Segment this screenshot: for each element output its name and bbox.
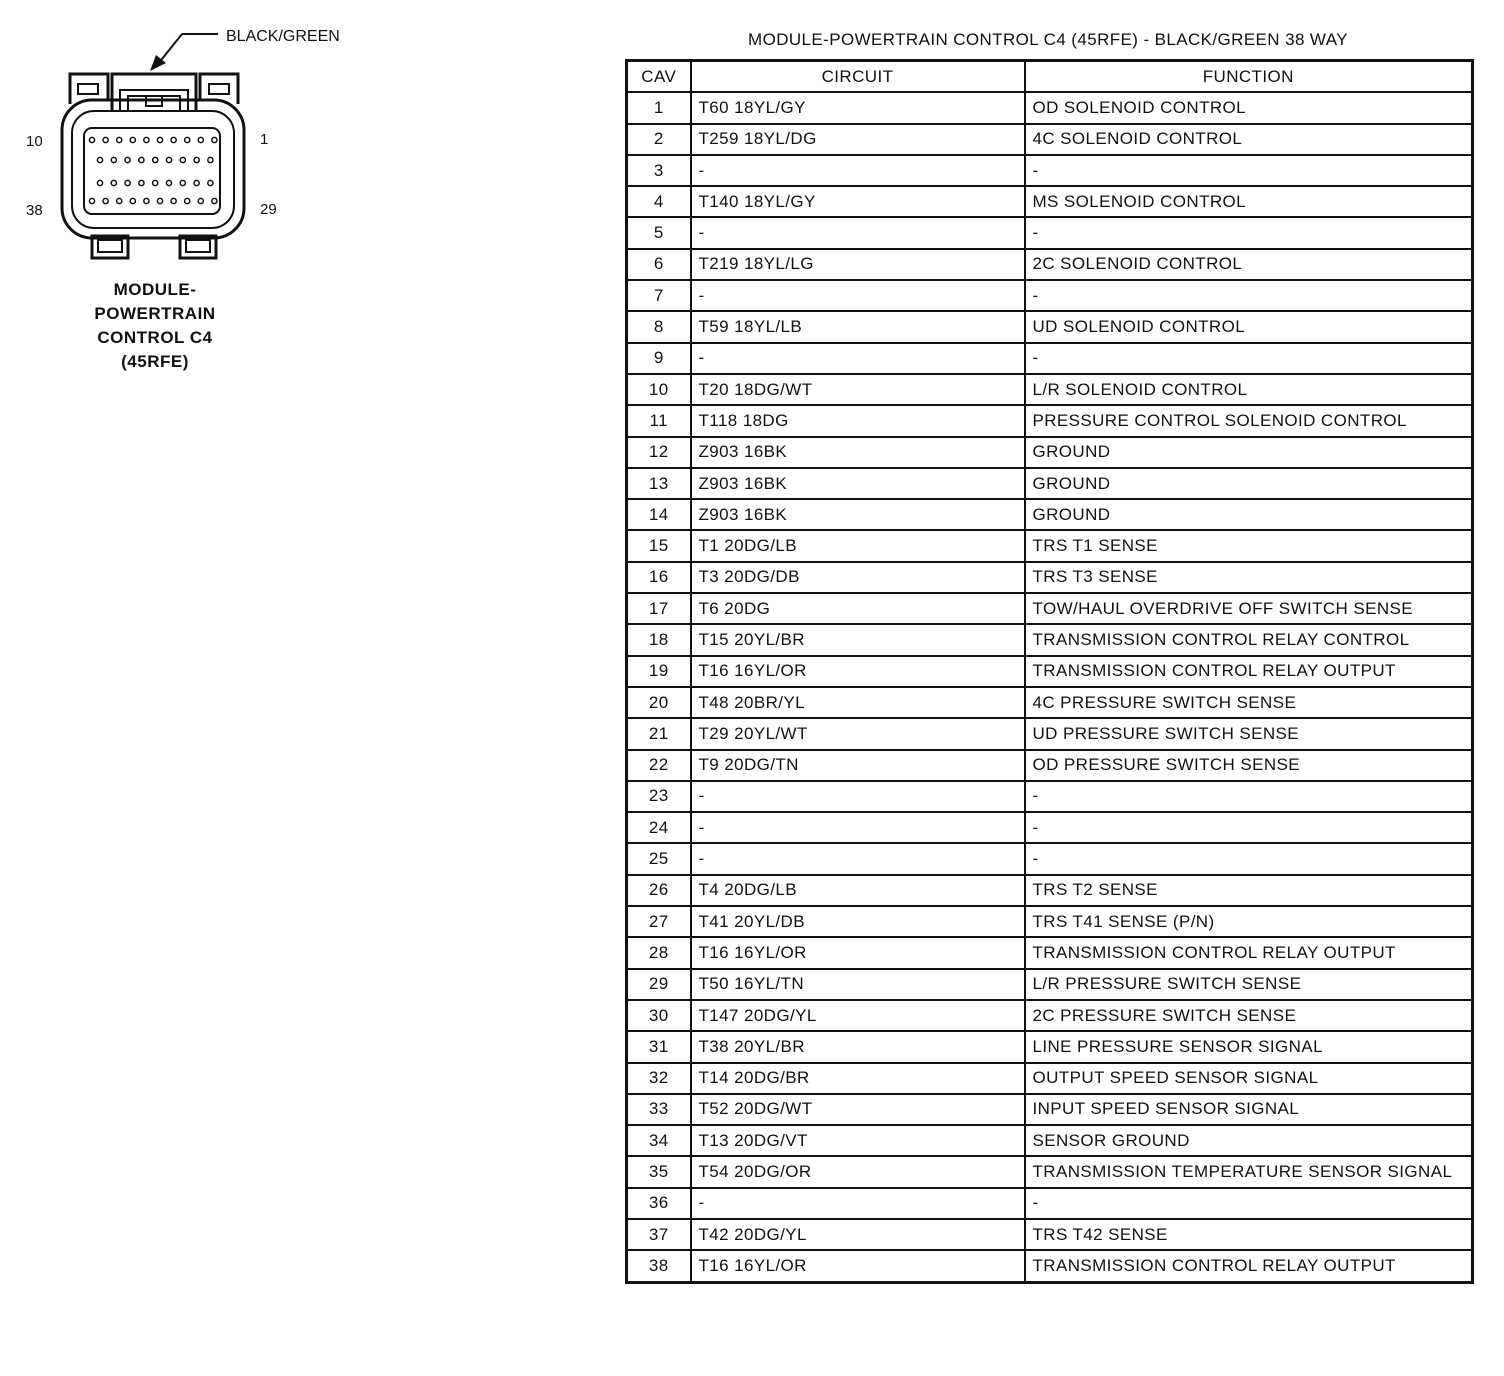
pin-cavity	[111, 180, 116, 185]
cell-function: L/R PRESSURE SWITCH SENSE	[1025, 969, 1473, 1000]
cell-function: OD SOLENOID CONTROL	[1025, 92, 1473, 123]
pin-cavity	[139, 180, 144, 185]
cell-function: SENSOR GROUND	[1025, 1125, 1473, 1156]
cell-circuit: -	[691, 843, 1025, 874]
cell-circuit: -	[691, 1188, 1025, 1219]
table-row	[627, 1125, 1473, 1156]
cell-function: OD PRESSURE SWITCH SENSE	[1025, 750, 1473, 781]
cell-cav: 30	[627, 1000, 691, 1031]
cell-circuit: T15 20YL/BR	[691, 624, 1025, 655]
pinout-table	[625, 59, 1474, 1284]
pin-cavity	[171, 198, 176, 203]
cell-cav: 32	[627, 1063, 691, 1094]
table-title: MODULE-POWERTRAIN CONTROL C4 (45RFE) - BLACK/GREEN 38 WAY	[748, 30, 1348, 49]
connector-name-line: CONTROL C4	[97, 328, 213, 347]
cell-function: L/R SOLENOID CONTROL	[1025, 374, 1473, 405]
table-row	[627, 1063, 1473, 1094]
cell-circuit: T6 20DG	[691, 593, 1025, 624]
cell-cav: 34	[627, 1125, 691, 1156]
cell-function: TRANSMISSION CONTROL RELAY CONTROL	[1025, 624, 1473, 655]
cell-cav: 15	[627, 530, 691, 561]
cell-function: -	[1025, 812, 1473, 843]
cell-circuit: T118 18DG	[691, 405, 1025, 436]
pin-cavity	[144, 198, 149, 203]
cell-function: OUTPUT SPEED SENSOR SIGNAL	[1025, 1063, 1473, 1094]
table-row	[627, 92, 1473, 123]
cell-circuit: Z903 16BK	[691, 468, 1025, 499]
cell-circuit: T41 20YL/DB	[691, 906, 1025, 937]
cell-circuit: T259 18YL/DG	[691, 124, 1025, 155]
cell-circuit: T16 16YL/OR	[691, 1250, 1025, 1282]
table-row	[627, 937, 1473, 968]
cell-function: 4C SOLENOID CONTROL	[1025, 124, 1473, 155]
cell-circuit: T29 20YL/WT	[691, 718, 1025, 749]
cell-cav: 23	[627, 781, 691, 812]
cell-function: UD SOLENOID CONTROL	[1025, 311, 1473, 342]
cell-cav: 36	[627, 1188, 691, 1219]
cell-circuit: T38 20YL/BR	[691, 1031, 1025, 1062]
pin-cavity	[157, 198, 162, 203]
cell-cav: 12	[627, 437, 691, 468]
cell-function: 2C SOLENOID CONTROL	[1025, 249, 1473, 280]
connector-name-line: POWERTRAIN	[94, 304, 216, 323]
table-row	[627, 593, 1473, 624]
cell-circuit: -	[691, 217, 1025, 248]
table-row	[627, 405, 1473, 436]
pin-cavity	[180, 180, 185, 185]
cell-function: TRANSMISSION CONTROL RELAY OUTPUT	[1025, 1250, 1473, 1282]
cell-cav: 9	[627, 343, 691, 374]
pin-label-top-right: 1	[260, 131, 269, 148]
table-row	[627, 750, 1473, 781]
cell-function: LINE PRESSURE SENSOR SIGNAL	[1025, 1031, 1473, 1062]
cell-cav: 29	[627, 969, 691, 1000]
cell-cav: 10	[627, 374, 691, 405]
cell-cav: 31	[627, 1031, 691, 1062]
bottom-lug-left-inner	[98, 240, 122, 252]
table-row	[627, 687, 1473, 718]
cell-cav: 25	[627, 843, 691, 874]
pin-cavity	[166, 180, 171, 185]
cell-function: GROUND	[1025, 499, 1473, 530]
table-row	[627, 875, 1473, 906]
header-cav: CAV	[627, 61, 691, 93]
pin-cavity	[125, 157, 130, 162]
pin-cavity	[171, 137, 176, 142]
pin-cavity	[103, 137, 108, 142]
table-row	[627, 781, 1473, 812]
pin-cavity	[208, 180, 213, 185]
cell-function: TRS T41 SENSE (P/N)	[1025, 906, 1473, 937]
cell-circuit: T1 20DG/LB	[691, 530, 1025, 561]
table-row	[627, 155, 1473, 186]
cell-cav: 6	[627, 249, 691, 280]
cell-circuit: -	[691, 155, 1025, 186]
table-row	[627, 718, 1473, 749]
cell-circuit: T16 16YL/OR	[691, 656, 1025, 687]
cell-circuit: -	[691, 343, 1025, 374]
cell-cav: 14	[627, 499, 691, 530]
cell-cav: 21	[627, 718, 691, 749]
color-callout-text: BLACK/GREEN	[226, 28, 340, 45]
cell-function: -	[1025, 1188, 1473, 1219]
table-row	[627, 249, 1473, 280]
cell-function: TOW/HAUL OVERDRIVE OFF SWITCH SENSE	[1025, 593, 1473, 624]
cell-cav: 24	[627, 812, 691, 843]
pin-cavity-field	[84, 128, 220, 214]
table-row	[627, 311, 1473, 342]
pin-cavity	[97, 157, 102, 162]
cell-cav: 19	[627, 656, 691, 687]
cell-function: TRANSMISSION CONTROL RELAY OUTPUT	[1025, 656, 1473, 687]
cell-circuit: Z903 16BK	[691, 499, 1025, 530]
pin-cavity	[139, 157, 144, 162]
cell-cav: 28	[627, 937, 691, 968]
cell-function: -	[1025, 343, 1473, 374]
cell-cav: 38	[627, 1250, 691, 1282]
table-row	[627, 280, 1473, 311]
cell-cav: 22	[627, 750, 691, 781]
cell-cav: 20	[627, 687, 691, 718]
pin-cavity	[185, 137, 190, 142]
connector-name-line: MODULE-	[113, 280, 197, 299]
cell-function: -	[1025, 217, 1473, 248]
cell-cav: 17	[627, 593, 691, 624]
table-row	[627, 812, 1473, 843]
pin-cavity	[194, 180, 199, 185]
cell-function: -	[1025, 843, 1473, 874]
cell-function: TRS T1 SENSE	[1025, 530, 1473, 561]
pin-cavity	[212, 137, 217, 142]
cell-circuit: T9 20DG/TN	[691, 750, 1025, 781]
cell-function: TRS T2 SENSE	[1025, 875, 1473, 906]
cell-circuit: T20 18DG/WT	[691, 374, 1025, 405]
cell-circuit: -	[691, 812, 1025, 843]
connector-name-line: (45RFE)	[121, 352, 189, 371]
pin-label-top-left: 10	[26, 133, 43, 150]
pin-label-bottom-right: 29	[260, 201, 277, 218]
pin-cavity	[125, 180, 130, 185]
table-row	[627, 217, 1473, 248]
cell-function: -	[1025, 280, 1473, 311]
pin-cavity	[166, 157, 171, 162]
cell-circuit: T16 16YL/OR	[691, 937, 1025, 968]
table-row	[627, 1000, 1473, 1031]
cell-function: 2C PRESSURE SWITCH SENSE	[1025, 1000, 1473, 1031]
pin-cavity	[111, 157, 116, 162]
pin-cavity	[180, 157, 185, 162]
table-row	[627, 562, 1473, 593]
cell-circuit: T52 20DG/WT	[691, 1094, 1025, 1125]
cell-circuit: -	[691, 280, 1025, 311]
cell-function: TRS T42 SENSE	[1025, 1219, 1473, 1250]
pin-label-bottom-left: 38	[26, 202, 43, 219]
cell-circuit: T50 16YL/TN	[691, 969, 1025, 1000]
cell-circuit: T54 20DG/OR	[691, 1156, 1025, 1187]
cell-cav: 35	[627, 1156, 691, 1187]
table-row	[627, 468, 1473, 499]
pin-cavity	[89, 198, 94, 203]
table-header-row	[627, 61, 1473, 93]
pin-cavity	[97, 180, 102, 185]
table-row	[627, 1188, 1473, 1219]
pin-cavity	[130, 137, 135, 142]
cell-function: UD PRESSURE SWITCH SENSE	[1025, 718, 1473, 749]
header-circuit: CIRCUIT	[691, 61, 1025, 93]
pin-cavity	[153, 180, 158, 185]
cell-circuit: T3 20DG/DB	[691, 562, 1025, 593]
cell-function: TRANSMISSION CONTROL RELAY OUTPUT	[1025, 937, 1473, 968]
pin-cavity	[185, 198, 190, 203]
pin-cavity	[198, 198, 203, 203]
cell-cav: 16	[627, 562, 691, 593]
cell-cav: 7	[627, 280, 691, 311]
table-row	[627, 374, 1473, 405]
cell-cav: 11	[627, 405, 691, 436]
connector-name	[80, 278, 230, 374]
cell-circuit: T48 20BR/YL	[691, 687, 1025, 718]
header-function: FUNCTION	[1025, 61, 1473, 93]
table-row	[627, 656, 1473, 687]
cell-cav: 27	[627, 906, 691, 937]
cell-cav: 18	[627, 624, 691, 655]
cell-circuit: T13 20DG/VT	[691, 1125, 1025, 1156]
cell-cav: 33	[627, 1094, 691, 1125]
cell-circuit: T147 20DG/YL	[691, 1000, 1025, 1031]
cell-cav: 2	[627, 124, 691, 155]
cell-circuit: T219 18YL/LG	[691, 249, 1025, 280]
pin-cavity	[130, 198, 135, 203]
pin-cavity	[194, 157, 199, 162]
cell-function: -	[1025, 155, 1473, 186]
table-row	[627, 530, 1473, 561]
table-row	[627, 1219, 1473, 1250]
pin-cavity	[103, 198, 108, 203]
cell-function: TRS T3 SENSE	[1025, 562, 1473, 593]
left-ear-slot	[78, 84, 98, 94]
cell-circuit: T4 20DG/LB	[691, 875, 1025, 906]
table-row	[627, 906, 1473, 937]
cell-cav: 8	[627, 311, 691, 342]
cell-circuit: Z903 16BK	[691, 437, 1025, 468]
table-row	[627, 499, 1473, 530]
pin-cavity	[157, 137, 162, 142]
table-row	[627, 1156, 1473, 1187]
pin-cavity	[153, 157, 158, 162]
cell-function: -	[1025, 781, 1473, 812]
cell-function: INPUT SPEED SENSOR SIGNAL	[1025, 1094, 1473, 1125]
pin-cavity	[144, 137, 149, 142]
table-row	[627, 969, 1473, 1000]
table-row	[627, 343, 1473, 374]
right-ear-slot	[209, 84, 229, 94]
pin-cavity	[198, 137, 203, 142]
pin-cavity	[117, 198, 122, 203]
table-row	[627, 843, 1473, 874]
table-row	[627, 1250, 1473, 1282]
pin-cavity	[208, 157, 213, 162]
cell-cav: 5	[627, 217, 691, 248]
pin-cavity-dots	[89, 137, 217, 203]
cell-cav: 1	[627, 92, 691, 123]
cell-circuit: T14 20DG/BR	[691, 1063, 1025, 1094]
pin-cavity	[117, 137, 122, 142]
cell-cav: 26	[627, 875, 691, 906]
table-row	[627, 624, 1473, 655]
cell-function: MS SOLENOID CONTROL	[1025, 186, 1473, 217]
table-row	[627, 124, 1473, 155]
latch-tab	[128, 96, 180, 111]
table-row	[627, 1094, 1473, 1125]
cell-cav: 3	[627, 155, 691, 186]
cell-cav: 13	[627, 468, 691, 499]
cell-function: GROUND	[1025, 437, 1473, 468]
table-row	[627, 1031, 1473, 1062]
table-row	[627, 437, 1473, 468]
cell-function: 4C PRESSURE SWITCH SENSE	[1025, 687, 1473, 718]
cell-function: PRESSURE CONTROL SOLENOID CONTROL	[1025, 405, 1473, 436]
cell-circuit: T60 18YL/GY	[691, 92, 1025, 123]
table-row	[627, 186, 1473, 217]
cell-circuit: T140 18YL/GY	[691, 186, 1025, 217]
pin-cavity	[212, 198, 217, 203]
cell-circuit: T42 20DG/YL	[691, 1219, 1025, 1250]
cell-cav: 37	[627, 1219, 691, 1250]
cell-cav: 4	[627, 186, 691, 217]
cell-circuit: -	[691, 781, 1025, 812]
cell-function: TRANSMISSION TEMPERATURE SENSOR SIGNAL	[1025, 1156, 1473, 1187]
pin-cavity	[89, 137, 94, 142]
connector-housing	[62, 100, 244, 238]
bottom-lug-right-inner	[186, 240, 210, 252]
cell-circuit: T59 18YL/LB	[691, 311, 1025, 342]
cell-function: GROUND	[1025, 468, 1473, 499]
